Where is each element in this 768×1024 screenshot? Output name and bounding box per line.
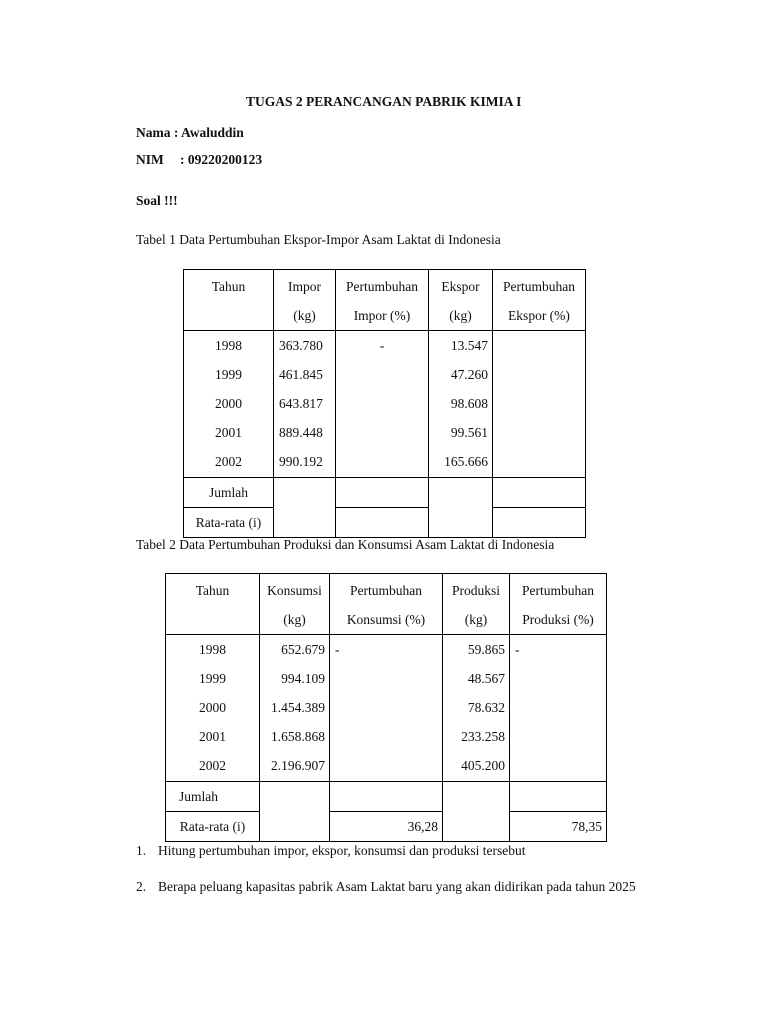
t1-jumlah-impor (274, 478, 336, 508)
t2-konsumsi-value: 1.658.868 (271, 729, 325, 744)
t2-jumlah-pprod (510, 782, 607, 812)
t1-jumlah-pekspor (493, 478, 586, 508)
nim-value: : 09220200123 (180, 152, 263, 167)
t2-jumlah-label: Jumlah (166, 782, 260, 812)
t1-header-ekspor: Ekspor (kg) (429, 270, 493, 331)
t2-jumlah-konsumsi (260, 782, 330, 812)
question-1-number: 1. (136, 843, 147, 858)
t2-rata-pkons: 36,28 (330, 812, 443, 842)
t2-pertumbuhan-produksi-column (510, 635, 607, 782)
t1-impor-value: 461.845 (279, 367, 323, 382)
doc-title: TUGAS 2 PERANCANGAN PABRIK KIMIA I (246, 94, 522, 109)
t1-header-impor: Impor (kg) (274, 270, 336, 331)
t2-header-pertumbuhan-konsumsi: Pertumbuhan Konsumsi (%) (330, 574, 443, 635)
table-1 (183, 269, 586, 538)
question-2-text: Berapa peluang kapasitas pabrik Asam Laktat baru yang akan didirikan pada tahun 2025 (158, 879, 636, 894)
t2-produksi-value: 59.865 (467, 642, 505, 657)
t1-ekspor-value: 47.260 (450, 367, 488, 382)
t1-rata-impor (274, 508, 336, 538)
t1-years-column (184, 331, 274, 478)
t2-produksi-value: 78.632 (467, 700, 505, 715)
t2-pertumbuhan-konsumsi-column (330, 635, 443, 782)
t2-konsumsi-value: 2.196.907 (271, 758, 325, 773)
t2-years-column (166, 635, 260, 782)
t2-jumlah-produksi (443, 782, 510, 812)
t2-year: 2000 (199, 700, 226, 715)
t2-konsumsi-value: 994.109 (281, 671, 325, 686)
t1-ekspor-value: 165.666 (444, 454, 488, 469)
t1-impor-value: 889.448 (279, 425, 323, 440)
t2-konsumsi-value: 1.454.389 (271, 700, 325, 715)
nim-label: NIM (136, 152, 164, 167)
t1-impor-value: 643.817 (279, 396, 323, 411)
t1-year: 2001 (215, 425, 242, 440)
t1-year: 2002 (215, 454, 242, 469)
t2-pkons-first: - (335, 642, 340, 657)
t1-ekspor-column (429, 331, 493, 478)
t2-produksi-value: 48.567 (467, 671, 505, 686)
table1-caption: Tabel 1 Data Pertumbuhan Ekspor-Impor Asam Laktat di Indonesia (136, 232, 501, 247)
t2-rata-produksi (443, 812, 510, 842)
t2-pprod-first: - (515, 642, 520, 657)
t1-header-pertumbuhan-ekspor: Pertumbuhan Ekspor (%) (493, 270, 586, 331)
t2-rata-konsumsi (260, 812, 330, 842)
t1-jumlah-label: Jumlah (184, 478, 274, 508)
question-1-text: Hitung pertumbuhan impor, ekspor, konsumsi dan produksi tersebut (158, 843, 526, 858)
t1-ekspor-value: 13.547 (450, 338, 488, 353)
t1-pertumbuhan-impor-column (336, 331, 429, 478)
t1-jumlah-pimpor (336, 478, 429, 508)
t2-header-pertumbuhan-produksi: Pertumbuhan Produksi (%) (510, 574, 607, 635)
t2-year: 2001 (199, 729, 226, 744)
student-name: Nama : Awaluddin (136, 125, 244, 140)
t2-year: 2002 (199, 758, 226, 773)
t1-year: 1998 (215, 338, 242, 353)
t1-header-tahun: Tahun (184, 270, 274, 331)
t2-header-produksi: Produksi (kg) (443, 574, 510, 635)
table-2 (165, 573, 607, 842)
t1-impor-value: 363.780 (279, 338, 323, 353)
t1-rata-label: Rata-rata (i) (184, 508, 274, 538)
t1-pertumbuhan-ekspor-column (493, 331, 586, 478)
t2-konsumsi-column (260, 635, 330, 782)
t2-header-tahun: Tahun (166, 574, 260, 635)
t1-impor-value: 990.192 (279, 454, 323, 469)
t1-ekspor-value: 98.608 (450, 396, 488, 411)
t2-produksi-column (443, 635, 510, 782)
t1-jumlah-ekspor (429, 478, 493, 508)
question-2-number: 2. (136, 879, 147, 894)
t1-header-pertumbuhan-impor: Pertumbuhan Impor (%) (336, 270, 429, 331)
t1-impor-column (274, 331, 336, 478)
t1-rata-pekspor (493, 508, 586, 538)
t2-rata-label: Rata-rata (i) (166, 812, 260, 842)
t1-year: 2000 (215, 396, 242, 411)
soal-heading: Soal !!! (136, 193, 178, 208)
t1-year: 1999 (215, 367, 242, 382)
t2-produksi-value: 233.258 (461, 729, 505, 744)
t2-produksi-value: 405.200 (461, 758, 505, 773)
t2-year: 1999 (199, 671, 226, 686)
t1-rata-ekspor (429, 508, 493, 538)
t1-pimpor-first: - (379, 338, 385, 353)
t2-year: 1998 (199, 642, 226, 657)
t2-rata-pprod: 78,35 (510, 812, 607, 842)
t1-ekspor-value: 99.561 (450, 425, 488, 440)
t2-header-konsumsi: Konsumsi (kg) (260, 574, 330, 635)
t2-jumlah-pkons (330, 782, 443, 812)
t1-rata-pimpor (336, 508, 429, 538)
t2-konsumsi-value: 652.679 (281, 642, 325, 657)
table2-caption: Tabel 2 Data Pertumbuhan Produksi dan Konsumsi Asam Laktat di Indonesia (136, 537, 555, 552)
